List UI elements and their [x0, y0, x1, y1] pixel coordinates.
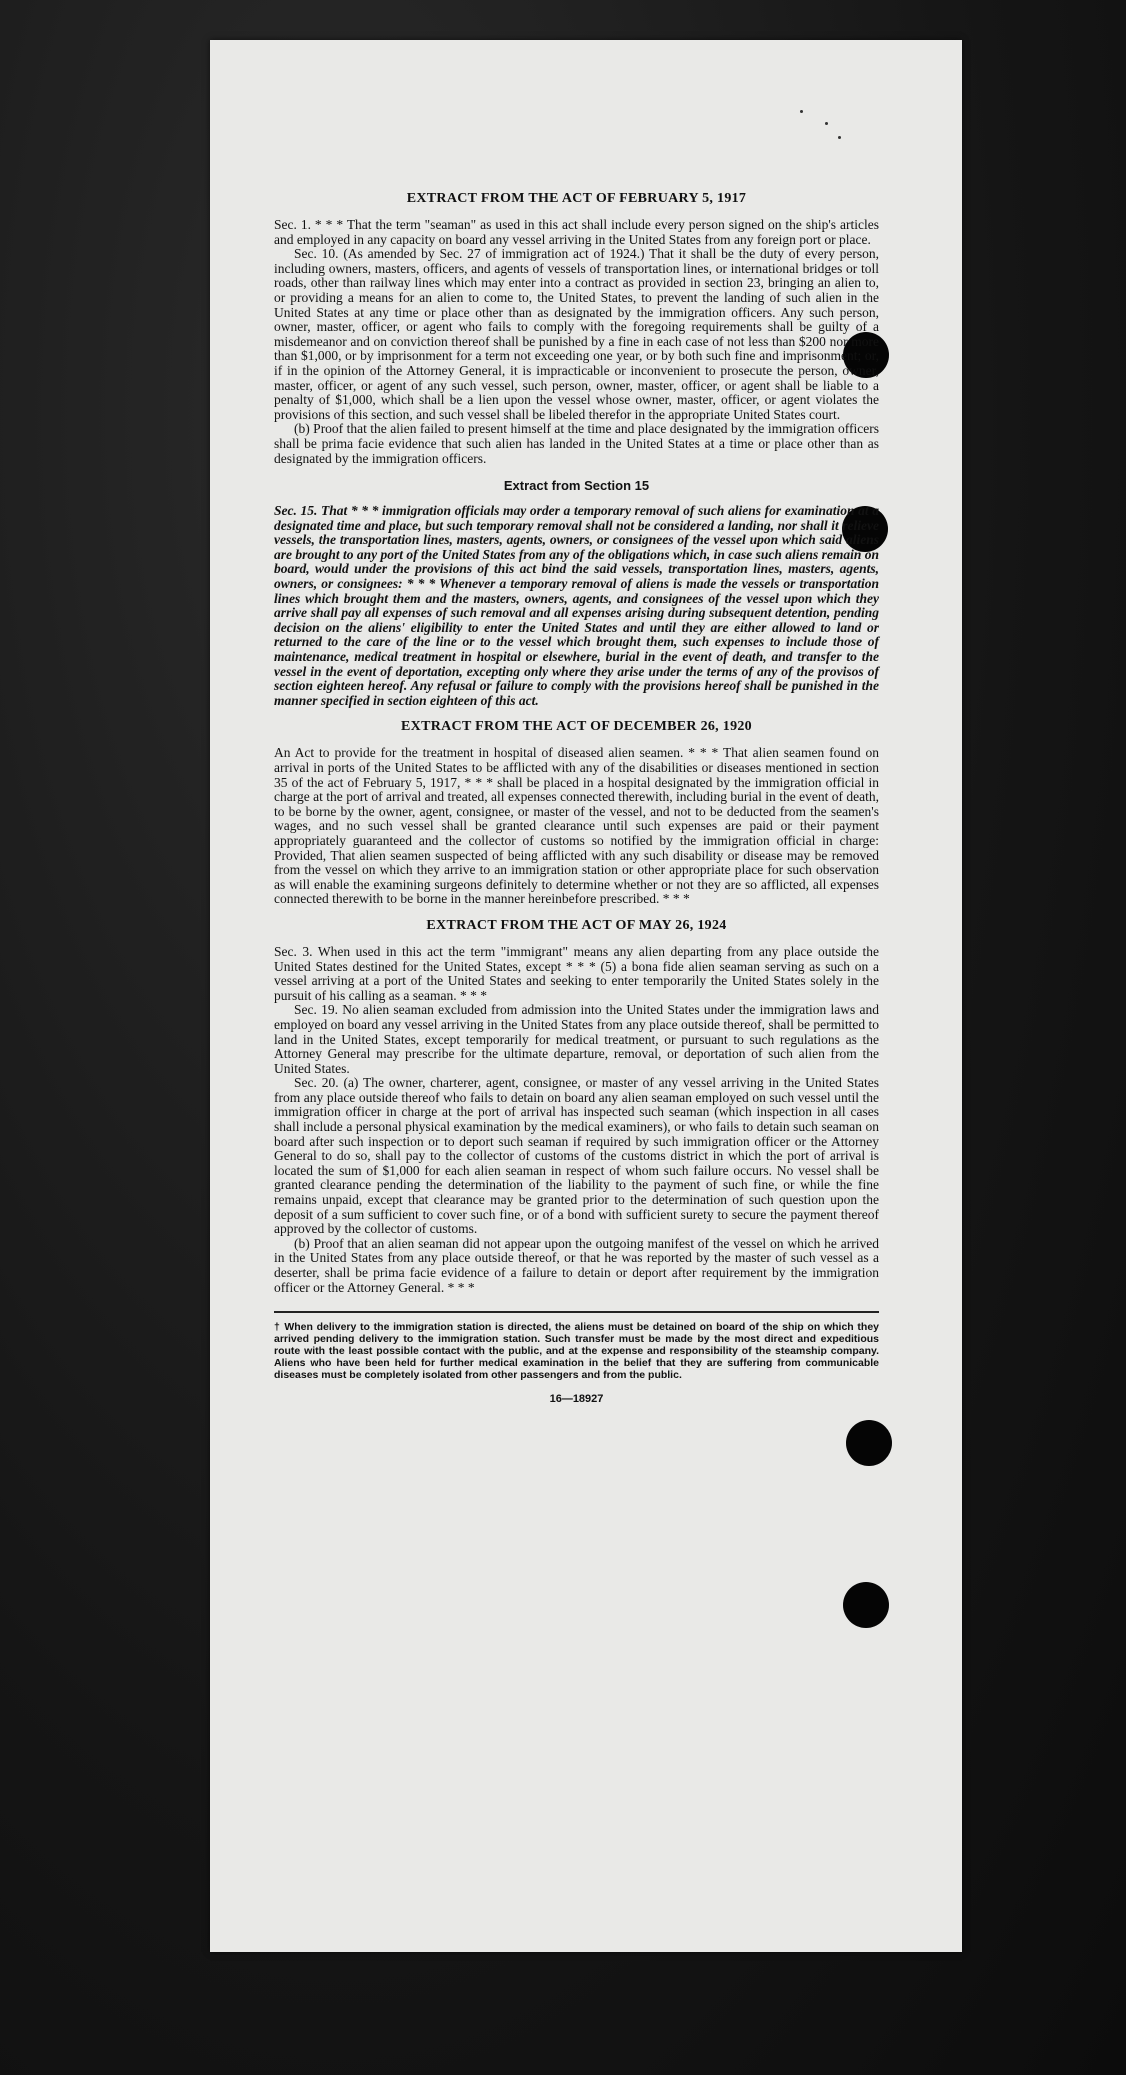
- dust-speck: [838, 136, 841, 139]
- paragraph-sec-20-a: Sec. 20. (a) The owner, charterer, agent, consignee, or master of any vessel arriving in the United States from any place outside thereof who fails to detain on board any alien seaman employed on such vessel until the immigration officer in charge at the port of arrival has inspected such seaman (which inspection in all cases shall include a personal physical examination by the medical examiners), or who fails to detain such seaman on board after such inspection or to deport such seaman if required by such immigration officer or the Attorney General to do so, shall pay to the collector of customs of the customs district in which the port of arrival is located the sum of $1,000 for each alien seaman in respect of whom such failure occurs. No vessel shall be granted clearance pending the determination of the liability to the payment of such fine, or while the fine remains unpaid, except that clearance may be granted prior to the determination of such question upon the deposit of a sum sufficient to cover such fine, or of a bond with sufficient surety to secure the payment thereof approved by the collector of customs.: [274, 1075, 879, 1237]
- footnote-divider: [274, 1311, 879, 1313]
- dust-speck: [800, 110, 803, 113]
- paragraph-sec-3: Sec. 3. When used in this act the term "immigrant" means any alien departing from any place outside the United States destined for the United States, except * * * (5) a bona fide alien seaman serving as such on a vessel arriving at a port of the United States and seeking to enter temporarily the United States solely in the pursuit of his calling as a seaman. * * *: [274, 943, 879, 1003]
- section-heading-may-1924: EXTRACT FROM THE ACT OF MAY 26, 1924: [426, 917, 727, 933]
- paragraph-sec-10-b: (b) Proof that the alien failed to present himself at the time and place designated by the immigration officers shall be prima facie evidence that such alien has landed in the United States at a time or place other than as designated by the immigration officers.: [274, 421, 879, 466]
- footnote: † When delivery to the immigration station is directed, the aliens must be detained on board of the ship on which they arrived pending delivery to the immigration station. Such transfer must be made by the most direct and expeditious route with the least possible contact with the public, and at the expense and responsibility of the steamship company. Aliens who have been held for further medical examination in the belief that they are suffering from communicable diseases must be completely isolated from other passengers and from the public.: [274, 1321, 879, 1382]
- paragraph-sec-20-b: (b) Proof that an alien seaman did not appear upon the outgoing manifest of the vessel on which he arrived in the United States from any place outside thereof, or that he was reported by the master of such vessel as a deserter, shall be prima facie evidence of a failure to detain or deport after requirement by the immigration officer or the Attorney General. * * *: [274, 1235, 879, 1295]
- section-heading-feb-1917: EXTRACT FROM THE ACT OF FEBRUARY 5, 1917: [406, 191, 747, 206]
- paragraph-sec-10: Sec. 10. (As amended by Sec. 27 of immigration act of 1924.) That it shall be the duty of every person, including owners, masters, officers, and agents of vessels of transportation lines, or international bridges or toll roads, other than railway lines which may enter into a contract as provided in section 23, bringing an alien to, or providing a means for an alien to come to, the United States, to prevent the landing of such alien in the United States at any time or place other than as designated by the immigration officers. Any such person, owner, master, officer, or agent who fails to comply with the foregoing requirements shall be guilty of a misdemeanor and on conviction thereof shall be punished by a fine in each case of not less than $200 nor more than $1,000, or by imprisonment for a term not exceeding one year, or by both such fine and imprisonment; or, if in the opinion of the Attorney General, it is impracticable or inconvenient to prosecute the person, owner, master, officer, or agent of any such vessel, such person, owner, master, officer, or agent shall be liable to a penalty of $1,000, which shall be a lien upon the vessel whose owner, master, officer, or agent violates the provisions of this section, and such vessel shall be libeled therefor in the appropriate United States court.: [274, 246, 879, 422]
- paragraph-sec-1: Sec. 1. * * * That the term "seaman" as used in this act shall include every person signed on the ship's articles and employed in any capacity on board any vessel arriving in the United States from any foreign port or place.: [274, 217, 879, 247]
- paragraph-sec-19: Sec. 19. No alien seaman excluded from admission into the United States under the immigration laws and employed on board any vessel arriving in the United States from any place outside thereof, shall be permitted to land in the United States, except temporarily for medical treatment, or pursuant to such regulations as the Attorney General may prescribe for the ultimate departure, removal, or deportation of such alien from the United States.: [274, 1002, 879, 1076]
- document-page: [210, 40, 962, 1952]
- paragraph-sec-15: Sec. 15. That * * * immigration officials may order a temporary removal of such aliens for examination at a designated time and place, but such temporary removal shall not be considered a landing, nor shall it relieve vessels, the transportation lines, masters, agents, owners, or consignees of the vessel upon which said aliens are brought to any port of the United States from any of the obligations which, in case such aliens remain on board, would under the provisions of this act bind the said vessels, transportation lines, masters, agents, owners, or consignees: * * * Whenever a temporary removal of aliens is made the vessels or transportation lines which brought them and the masters, owners, agents, and consignees of the vessel upon which they arrive shall pay all expenses of such removal and all expenses arising during subsequent detention, pending decision on the aliens' eligibility to enter the United States and until they are either allowed to land or returned to the care of the line or to the vessel which brought them, such expenses to include those of maintenance, medical treatment in hospital or elsewhere, burial in the event of death, and transfer to the vessel in the event of deportation, excepting only where they arise under the terms of any of the provisos of section eighteen hereof. Any refusal or failure to comply with the provisions hereof shall be punished in the manner specified in section eighteen of this act.: [274, 503, 879, 708]
- form-number: 16—18927: [549, 1393, 604, 1406]
- dust-speck: [825, 122, 828, 125]
- paragraph-act-1920: An Act to provide for the treatment in hospital of diseased alien seamen. * * * That alien seamen found on arrival in ports of the United States to be afflicted with any of the disabilities or diseases mentioned in section 35 of the act of February 5, 1917, * * * shall be placed in a hospital designated by the immigration official in charge at the port of arrival and treated, all expenses connected therewith, including burial in the event of death, to be borne by the owner, agent, consignee, or master of the vessel, and not to be deducted from the seamen's wages, and no such vessel shall be granted clearance until such expenses are paid or their payment appropriately guaranteed and the collector of customs so notified by the immigration official in charge: Provided, That alien seamen suspected of being afflicted with any such disability or disease may be removed from the vessel on which they arrive to an immigration station or other appropriate place for such observation as will enable the examining surgeons definitely to determine whether or not they are so afflicted, all expenses connected therewith to be borne in the manner hereinbefore prescribed. * * *: [274, 745, 879, 907]
- punch-hole: [846, 1420, 892, 1466]
- section-heading-sec-15: Extract from Section 15: [503, 478, 650, 494]
- document-body: [274, 190, 879, 1405]
- section-heading-dec-1920: EXTRACT FROM THE ACT OF DECEMBER 26, 1920: [401, 719, 752, 735]
- punch-hole: [843, 1582, 889, 1628]
